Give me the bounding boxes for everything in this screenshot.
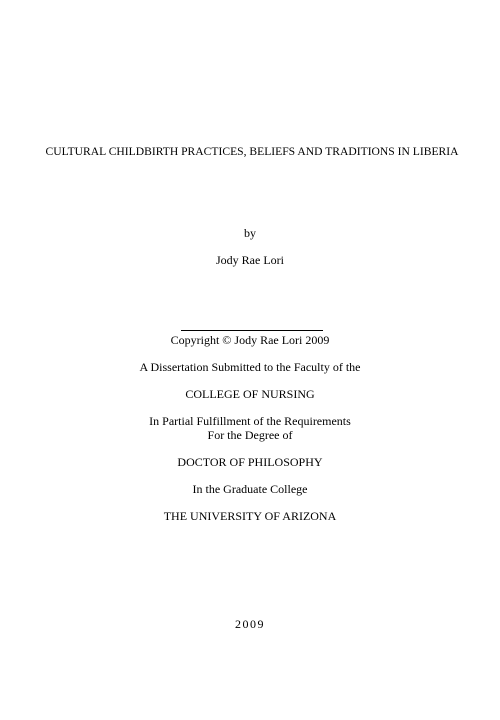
college-name: COLLEGE OF NURSING: [185, 387, 315, 401]
dissertation-title: CULTURAL CHILDBIRTH PRACTICES, BELIEFS AND TRADITIONS IN LIBERIA: [45, 145, 459, 158]
degree-name: DOCTOR OF PHILOSOPHY: [177, 455, 323, 469]
graduate-college: In the Graduate College: [192, 482, 308, 496]
submission-statement: A Dissertation Submitted to the Faculty of the: [139, 360, 361, 374]
copyright-notice: Copyright © Jody Rae Lori 2009: [170, 333, 330, 347]
year: 2009: [235, 617, 265, 631]
by-label: by: [244, 226, 256, 240]
partial-fulfillment: In Partial Fulfillment of the Requirements: [149, 414, 351, 428]
signature-line: [181, 330, 323, 331]
author-name: Jody Rae Lori: [216, 253, 284, 267]
degree-for-label: For the Degree of: [207, 428, 293, 442]
university-name: THE UNIVERSITY OF ARIZONA: [163, 509, 337, 523]
